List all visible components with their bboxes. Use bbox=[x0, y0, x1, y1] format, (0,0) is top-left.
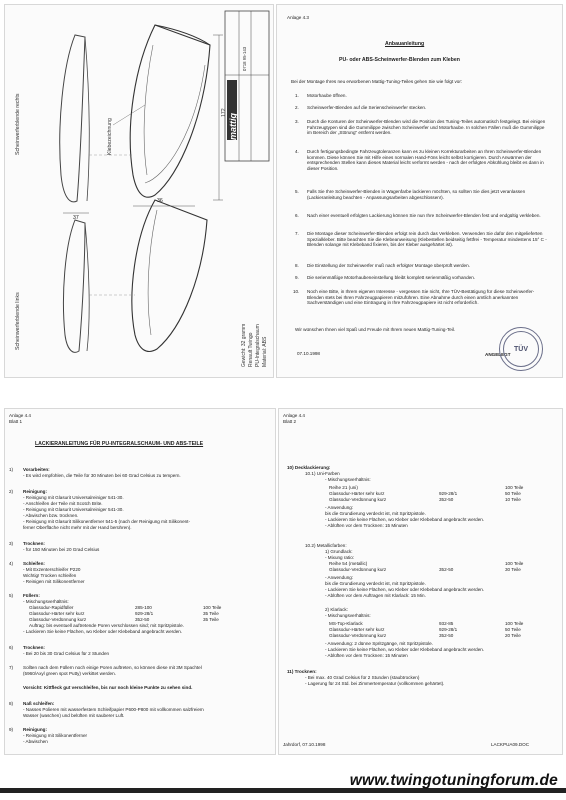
subsection-item: 2) Klarlack: bbox=[325, 607, 348, 612]
subsection-title: 10.2) Metallicfarben: bbox=[305, 543, 347, 548]
section-line: - Lagerung für 24 Std. bei Zimmertemperatur (vollkommen gehärtet). bbox=[305, 681, 445, 686]
step-number: 3. bbox=[295, 119, 299, 124]
section-line: - Mischungsverhältnis: bbox=[325, 613, 371, 618]
material-code: 352-50 bbox=[439, 633, 454, 638]
step-text: Durch die Konturen der Scheinwerfer-Blenden wird die Position des Tuning-Teiles automatisch festgelegt. Bei einigen Fahrzeugtypen sind die Gummilippe zwischen Scheinwerfer und Motorhaube. In solchen Fällen muß die Gummilippe im Bereich der „Störung“ entfernt werden. bbox=[307, 119, 546, 135]
material-name: Glassodur-Härter sehr kurz bbox=[329, 627, 385, 632]
note-line: - Anwendung: bbox=[325, 505, 354, 510]
subsection-item: 1) Grundlack: bbox=[325, 549, 353, 554]
section-title: Trocknen: bbox=[23, 541, 45, 546]
closing-text: Wir wünschen Ihnen viel Spaß und Freude mit Ihrem neuen Mattig-Tuning-Teil. bbox=[295, 327, 456, 332]
section-title: Vorarbeiten: bbox=[23, 467, 50, 472]
section-title: Trocknen: bbox=[23, 645, 45, 650]
section-number: 1) bbox=[9, 467, 14, 472]
material-code: 929-28/1 bbox=[135, 611, 154, 616]
section-title: Füllern: bbox=[23, 593, 40, 598]
section-line: - Abwischen bzw. trocknen. bbox=[23, 513, 79, 518]
section-line: - Mit Exzenterschleifer P220 bbox=[23, 567, 81, 572]
label-left: Scheinwerferblende links bbox=[15, 292, 21, 350]
section-line: - für 150 Minuten bei 20 Grad Celsius bbox=[23, 547, 100, 552]
headlight-cover-drawing bbox=[5, 5, 273, 377]
step-text: Scheinwerfer-Blenden auf die Serienscheinwerfer stecken. bbox=[307, 105, 427, 110]
step-number: 2. bbox=[295, 105, 299, 110]
section-title: Reinigung: bbox=[23, 489, 47, 494]
section-number: 8) bbox=[9, 701, 14, 706]
step-number: 7. bbox=[295, 231, 299, 236]
step-text: Falls Sie Ihre Scheinwerfer-Blenden in Wagenfarbe lackieren möchten, so sollten Sie dies jetzt veranlassen (Lackieranleitung beachten - Anpassungsarbeiten abgeschlossen!). bbox=[307, 189, 526, 200]
section-line: Wichtig! Trocken schleifen bbox=[23, 573, 77, 578]
material-qty: 100 Teile bbox=[203, 605, 222, 610]
section-line: - Reinigen mit Silikonentferner bbox=[23, 579, 85, 584]
section-line: - Mischungsverhältnis: bbox=[325, 477, 371, 482]
material-qty: 20 Teile bbox=[505, 633, 521, 638]
section-number: 6) bbox=[9, 645, 14, 650]
page-header-sheet: Blatt 1 bbox=[9, 419, 23, 424]
material-qty: 100 Teile bbox=[505, 485, 524, 490]
note-line: - Ablüften vor dem Trocknen: 15 Minuten bbox=[325, 523, 408, 528]
section-number: 2) bbox=[9, 489, 14, 494]
section-line: - Mischungsverhältnis: bbox=[23, 599, 69, 604]
step-text: Motorhaube öffnen. bbox=[307, 93, 347, 98]
section-line: - Bei max. 40 Grad Celsius für 2 Stunden (staubtrocken) bbox=[305, 675, 420, 680]
place-date: Jahrdorf, 07.10.1998 bbox=[283, 742, 326, 747]
section-line: ferner Oberfläche nicht mehr mit der Hand berühren). bbox=[23, 525, 132, 530]
section-number: 7) bbox=[9, 665, 14, 670]
anlage-44-blatt-1 bbox=[4, 408, 276, 755]
fueller-note: Auftrag: bis eventuell auftretende Poren verschlossen sind; mit Spritzpistole. bbox=[29, 623, 184, 628]
material-name: Reihe 21 (uni) bbox=[329, 485, 358, 490]
section-line: - Es wird empfohlen, die Teile für 30 Minuten bei 60 Grad Celsius zu tempern. bbox=[23, 473, 181, 478]
section-line: - Nasses Polieren mit wasserfestem Schleifpapier P600-P800 mit vollkommen salzfreiem bbox=[23, 707, 204, 712]
section-number: 3) bbox=[9, 541, 14, 546]
stamp-text: TÜV bbox=[503, 331, 539, 367]
material-code: 352-50 bbox=[439, 567, 454, 572]
subsection-title: 10.1) Uni-Farben bbox=[305, 471, 340, 476]
title-brand: mattig bbox=[228, 113, 238, 140]
title-gewicht: Gewicht: 32 gramm bbox=[241, 323, 247, 367]
material-name: Glassodur-Härter sehr kurz bbox=[29, 611, 85, 616]
section-line: - Anschleifen der Teile mit Scotch Brite. bbox=[23, 501, 103, 506]
section-line: - Abwischen bbox=[23, 739, 48, 744]
material-qty: 35 Teile bbox=[203, 617, 219, 622]
material-qty: 50 Teile bbox=[505, 491, 521, 496]
title-code: 0718 95-143 bbox=[242, 46, 247, 71]
dim-172: 172 bbox=[221, 108, 227, 117]
dim-37: 37 bbox=[73, 215, 79, 221]
note-line: - Lackieren Sie keine Flächen, wo Kleber oder Klebeband angebracht werden. bbox=[325, 647, 485, 652]
note-line: - Anwendung: bbox=[325, 575, 354, 580]
note-line: - Lackieren Sie keine Flächen, wo Kleber oder Klebeband angebracht werden. bbox=[325, 587, 485, 592]
step-number: 10. bbox=[293, 289, 300, 294]
page-title: LACKIERANLEITUNG FÜR PU-INTEGRALSCHAUM- UND ABS-TEILE bbox=[35, 441, 204, 447]
note-line: bis die Grundierung verdeckt ist, mit Spritzpistole. bbox=[325, 581, 426, 586]
date: 07.10.1998 bbox=[297, 351, 320, 356]
page-header-sheet: Blatt 2 bbox=[283, 419, 297, 424]
section-title: Naß schleifen: bbox=[23, 701, 55, 706]
section-title: Reinigung: bbox=[23, 727, 47, 732]
step-number: 1. bbox=[295, 93, 299, 98]
note-line: - Anwendung: 2 dünne Spritzgänge, mit Spritzpistole. bbox=[325, 641, 434, 646]
material-qty: 100 Teile bbox=[505, 621, 524, 626]
section-line: Sollten nach dem Füllern noch einige Poren auftreten, so können diese mit 3M Spachtel bbox=[23, 665, 202, 670]
label-right: Scheinwerferblende rechts bbox=[15, 93, 21, 155]
label-klebezeichnung: Klebezeichnung bbox=[107, 118, 113, 155]
material-qty: 100 Teile bbox=[505, 561, 524, 566]
section-line: - Reinigung mit Glasurit Universalreiniger 541-30. bbox=[23, 507, 124, 512]
page-header: Anlage 4.4 bbox=[9, 413, 31, 418]
anlage-43-page bbox=[276, 4, 563, 378]
page-header: Anlage 4.3 bbox=[287, 15, 309, 20]
section-line: - Mixung ratio: bbox=[325, 555, 355, 560]
material-code: 929-28/1 bbox=[439, 491, 458, 496]
step-number: 4. bbox=[295, 149, 299, 154]
material-qty: 35 Teile bbox=[203, 611, 219, 616]
anlage-44-blatt-2 bbox=[278, 408, 563, 755]
drawing-page bbox=[4, 4, 274, 378]
note-line: - Ablüften vor dem Trocknen: 15 Minuten bbox=[325, 653, 408, 658]
section-line: - Bei 20 bis 30 Grad Celsius für 2 Stunden bbox=[23, 651, 110, 656]
page-subtitle: PU- oder ABS-Scheinwerfer-Blenden zum Kleben bbox=[339, 57, 460, 63]
section-line: - Reinigung mit Silikonentferner bbox=[23, 733, 88, 738]
section-number: 9) bbox=[9, 727, 14, 732]
section-title: 11) Trocknen: bbox=[287, 669, 317, 674]
material-qty: 50 Teile bbox=[505, 627, 521, 632]
step-number: 8. bbox=[295, 263, 299, 268]
step-number: 9. bbox=[295, 275, 299, 280]
tuev-stamp bbox=[499, 327, 543, 371]
material-code: 352-50 bbox=[439, 497, 454, 502]
warning-line: Vorsicht: Kittfleck gut verschleifen, bis nur noch kleine Punkte zu sehen sind. bbox=[23, 685, 193, 690]
step-number: 5. bbox=[295, 189, 299, 194]
step-text: Die Einstellung der Scheinwerfer muß nach erfolgter Montage überprüft werden. bbox=[307, 263, 470, 268]
step-text: Die Montage dieser Scheinwerfer-Blenden erfolgt rein durch das Verkleben. Verwenden Sie dafür den mitgelieferten Spezialkleber. Bitte beachten Sie die Klebeanweisung (Klebestellen beidseitig fettfrei - Temperatur mindestens 15° C - Blenden solange mit Klebeband fixieren, bis der Kleber ausgehärtet ist). bbox=[307, 231, 547, 247]
material-name: Glassodur-Verdünnung kurz bbox=[329, 633, 387, 638]
step-text: Nach einer eventuell erfolgten Lackierung können Sie nun Ihre Scheinwerfer-Blenden fest und endgültig verkleben. bbox=[307, 213, 541, 218]
material-qty: 10 Teile bbox=[505, 497, 521, 502]
title-material2: Material: ABS bbox=[262, 336, 268, 367]
step-number: 6. bbox=[295, 213, 299, 218]
fueller-note: - Lackieren Sie keine Flächen, wo Kleber oder Klebeband angebracht werden. bbox=[23, 629, 183, 634]
section-number: 4) bbox=[9, 561, 14, 566]
note-line: bis die Grundierung verdeckt ist, mit Spritzpistole. bbox=[325, 511, 426, 516]
section-line: - Reinigung mit Glasurit Universalreiniger 541-30. bbox=[23, 495, 124, 500]
material-name: Glassodur-Verdünnung kurz bbox=[329, 497, 387, 502]
document-code: LACKPUA09.DOC bbox=[491, 742, 530, 747]
title-typ: Renault Twingo bbox=[248, 332, 254, 367]
page-header: Anlage 4.4 bbox=[283, 413, 305, 418]
page-title: Anbauanleitung bbox=[385, 41, 425, 47]
material-name: Glassodur-Rapidfüller bbox=[29, 605, 74, 610]
intro-text: Bei der Montage Ihres neu erworbenen Mattig-Tuning-Teiles gehen Sie wie folgt vor: bbox=[291, 79, 463, 84]
note-line: - Lackieren Sie keine Flächen, wo Kleber oder Klebeband angebracht werden. bbox=[325, 517, 485, 522]
material-code: 352-50 bbox=[135, 617, 150, 622]
material-name: MS-Top-Klarlack bbox=[329, 621, 363, 626]
material-name: Reihe 54 (metallic) bbox=[329, 561, 368, 566]
material-code: 929-28/1 bbox=[439, 627, 458, 632]
stamp-label: ANGELEGT bbox=[485, 352, 511, 357]
section-title: Schleifen: bbox=[23, 561, 45, 566]
material-name: Glassodur-Verdünnung kurz bbox=[29, 617, 87, 622]
material-code: 932-85 bbox=[439, 621, 454, 626]
dim-36: 36 bbox=[157, 198, 163, 204]
step-text: Die serienmäßige Motorhaubeneinstellung bleibt komplett serienmäßig vorhanden. bbox=[307, 275, 476, 280]
material-qty: 30 Teile bbox=[505, 567, 521, 572]
step-text: Durch fertigungsbedingte Fahrzeugtoleranzen kann es zu kleinen Korrekturarbeiten an Ihren Scheinwerfer-Blenden kommen. Diese können Sie mit Hilfe eines normalen Hand-Föns leicht selbst korrigieren. Durch Anwärmen der entsprechenden Stellen kann dieses Material leicht verformt werden - nach der erfolgten Abkühlung bleibt es dann in dieser Position. bbox=[307, 149, 544, 171]
section-line: (5960/Axyl green spot Putty) verkittet werden. bbox=[23, 671, 116, 676]
section-title: 10) Decklackierung: bbox=[287, 465, 331, 470]
site-link[interactable]: www.twingotuningforum.de bbox=[349, 772, 558, 789]
note-line: - Ablüften vor dem Auftragen mit Klarlack: 15 Min. bbox=[325, 593, 426, 598]
material-name: Glassodur-Verdünnung kurz bbox=[329, 567, 387, 572]
step-text: Noch eine Bitte, in Ihrem eigenen Interesse - vergessen Sie nicht, Ihre TÜV-Bestätigung für diese Scheinwerfer-Blenden stets bei Ihren Fahrzeugpapieren mitzuführen. Eine Abnahme durch einen amtlich anerkannten Sachverständigen und eine Eintragung in Ihre Fahrzeugpapiere ist nicht erforderlich. bbox=[307, 289, 535, 305]
title-material1: PU-Integralschaum bbox=[255, 324, 261, 367]
material-code: 285-100 bbox=[135, 605, 152, 610]
section-line: - Reinigung mit Glasurit Silikonentferner 541-5 (nach der Reinigung mit Silikonent- bbox=[23, 519, 190, 524]
material-name: Glassodur-Härter sehr kurz bbox=[329, 491, 385, 496]
section-line: Wasser (waschen) und belüften mit sauberer Luft. bbox=[23, 713, 125, 718]
section-number: 5) bbox=[9, 593, 14, 598]
